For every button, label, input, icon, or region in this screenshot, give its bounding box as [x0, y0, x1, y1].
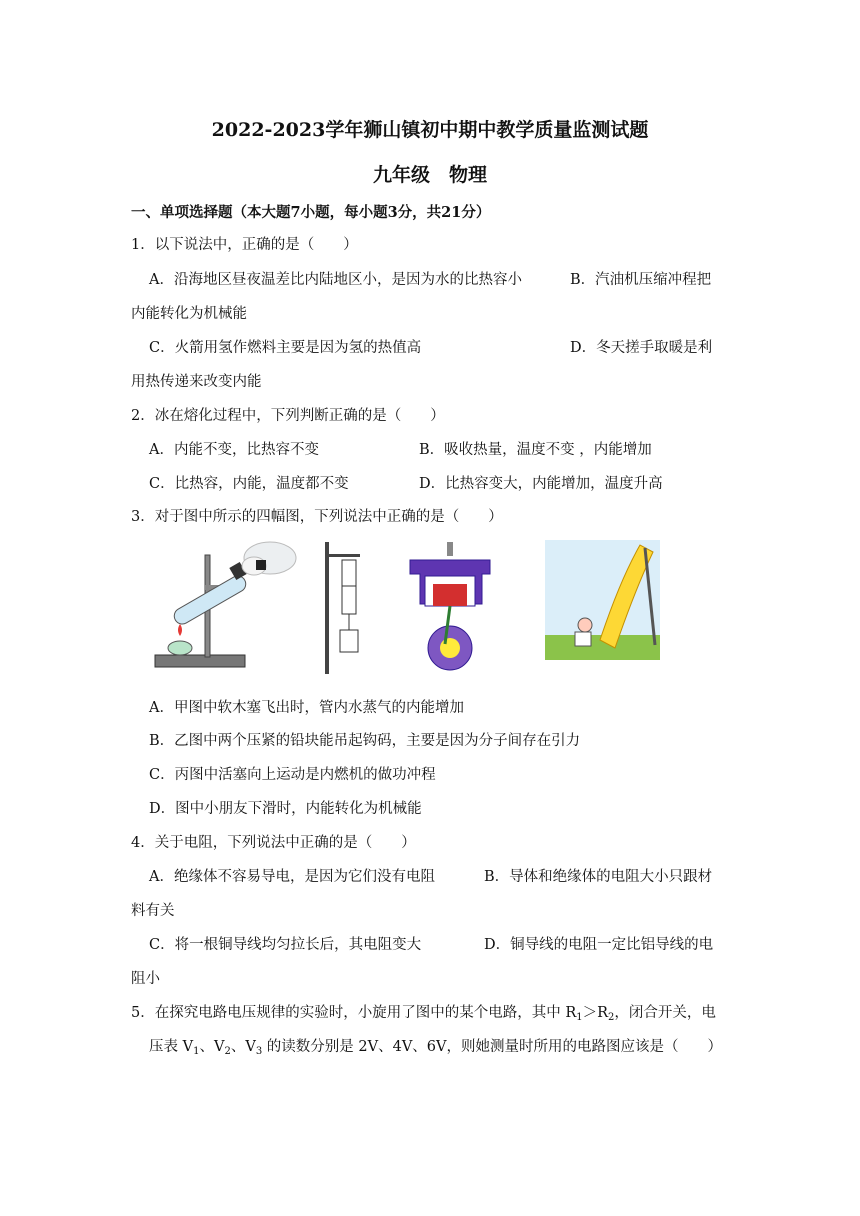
q2-option-d: D．比热容变大，内能增加，温度升高 [419, 476, 663, 492]
q3-option-d: D．图中小朋友下滑时，内能转化为机械能 [149, 801, 422, 817]
section-heading: 一、单项选择题（本大题7小题，每小题3分，共21分） [131, 204, 491, 221]
q5-sub: 1 [576, 1012, 583, 1023]
q5-text: 5．在探究电路电压规律的实验时，小旋用了图中的某个电路，其中 R [131, 1005, 577, 1021]
q1-stem: 1．以下说法中，正确的是（ ） [131, 237, 358, 253]
q5-text: 、V [230, 1039, 256, 1055]
q5-sub: 2 [224, 1046, 231, 1057]
slide-child-figure [545, 540, 660, 660]
q5-sub: 2 [608, 1012, 615, 1023]
q3-stem: 3．对于图中所示的四幅图，下列说法中正确的是（ ） [131, 509, 503, 525]
q4-option-a: A．绝缘体不容易导电，是因为它们没有电阻 [149, 869, 435, 885]
q4-option-d-cont: 阻小 [131, 971, 160, 987]
q1-option-b-cont: 内能转化为机械能 [131, 306, 247, 322]
q5-sub: 1 [193, 1046, 200, 1057]
q2-stem: 2．冰在熔化过程中，下列判断正确的是（ ） [131, 408, 445, 424]
q1-option-b: B．汽油机压缩冲程把 [570, 272, 712, 288]
q1-option-d-cont: 用热传递来改变内能 [131, 374, 262, 390]
page-subtitle: 九年级 物理 [372, 164, 487, 186]
engine-cylinder-figure [405, 540, 495, 675]
q5-stem-line1 [131, 1003, 716, 1028]
q4-option-c: C．将一根铜导线均匀拉长后，其电阻变大 [149, 937, 422, 953]
q4-option-b: B．导体和绝缘体的电阻大小只跟材 [484, 869, 713, 885]
q5-sub: 3 [255, 1046, 263, 1057]
q5-stem-line2 [149, 1037, 722, 1062]
q4-option-d: D．铜导线的电阻一定比铝导线的电 [484, 937, 714, 953]
q4-stem: 4．关于电阻，下列说法中正确的是（ ） [131, 835, 416, 851]
lead-blocks-figure [320, 540, 370, 675]
q5-text: 、V [199, 1039, 225, 1055]
q4-option-b-cont: 料有关 [131, 903, 175, 919]
q3-option-a: A．甲图中软木塞飞出时，管内水蒸气的内能增加 [149, 700, 464, 716]
q5-text: ，闭合开关，电 [614, 1005, 716, 1021]
q5-text: 的读数分别是 2V、4V、6V，则她测量时所用的电路图应该是（ ） [262, 1039, 722, 1055]
q2-option-a: A．内能不变，比热容不变 [149, 442, 319, 458]
q5-text: ＞R [582, 1005, 609, 1021]
q3-option-b: B．乙图中两个压紧的铅块能吊起钩码，主要是因为分子间存在引力 [149, 733, 581, 749]
q3-option-c: C．丙图中活塞向上运动是内燃机的做功冲程 [149, 767, 436, 783]
page-title: 2022-2023学年狮山镇初中期中教学质量监测试题 [211, 119, 649, 141]
q1-option-d: D．冬天搓手取暖是利 [570, 340, 713, 356]
q5-text: 压表 V [149, 1039, 194, 1055]
q2-option-c: C．比热容，内能，温度都不变 [149, 476, 349, 492]
q1-option-c: C．火箭用氢作燃料主要是因为氢的热值高 [149, 340, 422, 356]
q1-option-a: A．沿海地区昼夜温差比内陆地区小，是因为水的比热容小 [149, 272, 522, 288]
q3-figures [150, 540, 670, 680]
q2-option-b: B．吸收热量，温度不变 ，内能增加 [419, 442, 652, 458]
test-tube-cork-figure [150, 540, 300, 675]
